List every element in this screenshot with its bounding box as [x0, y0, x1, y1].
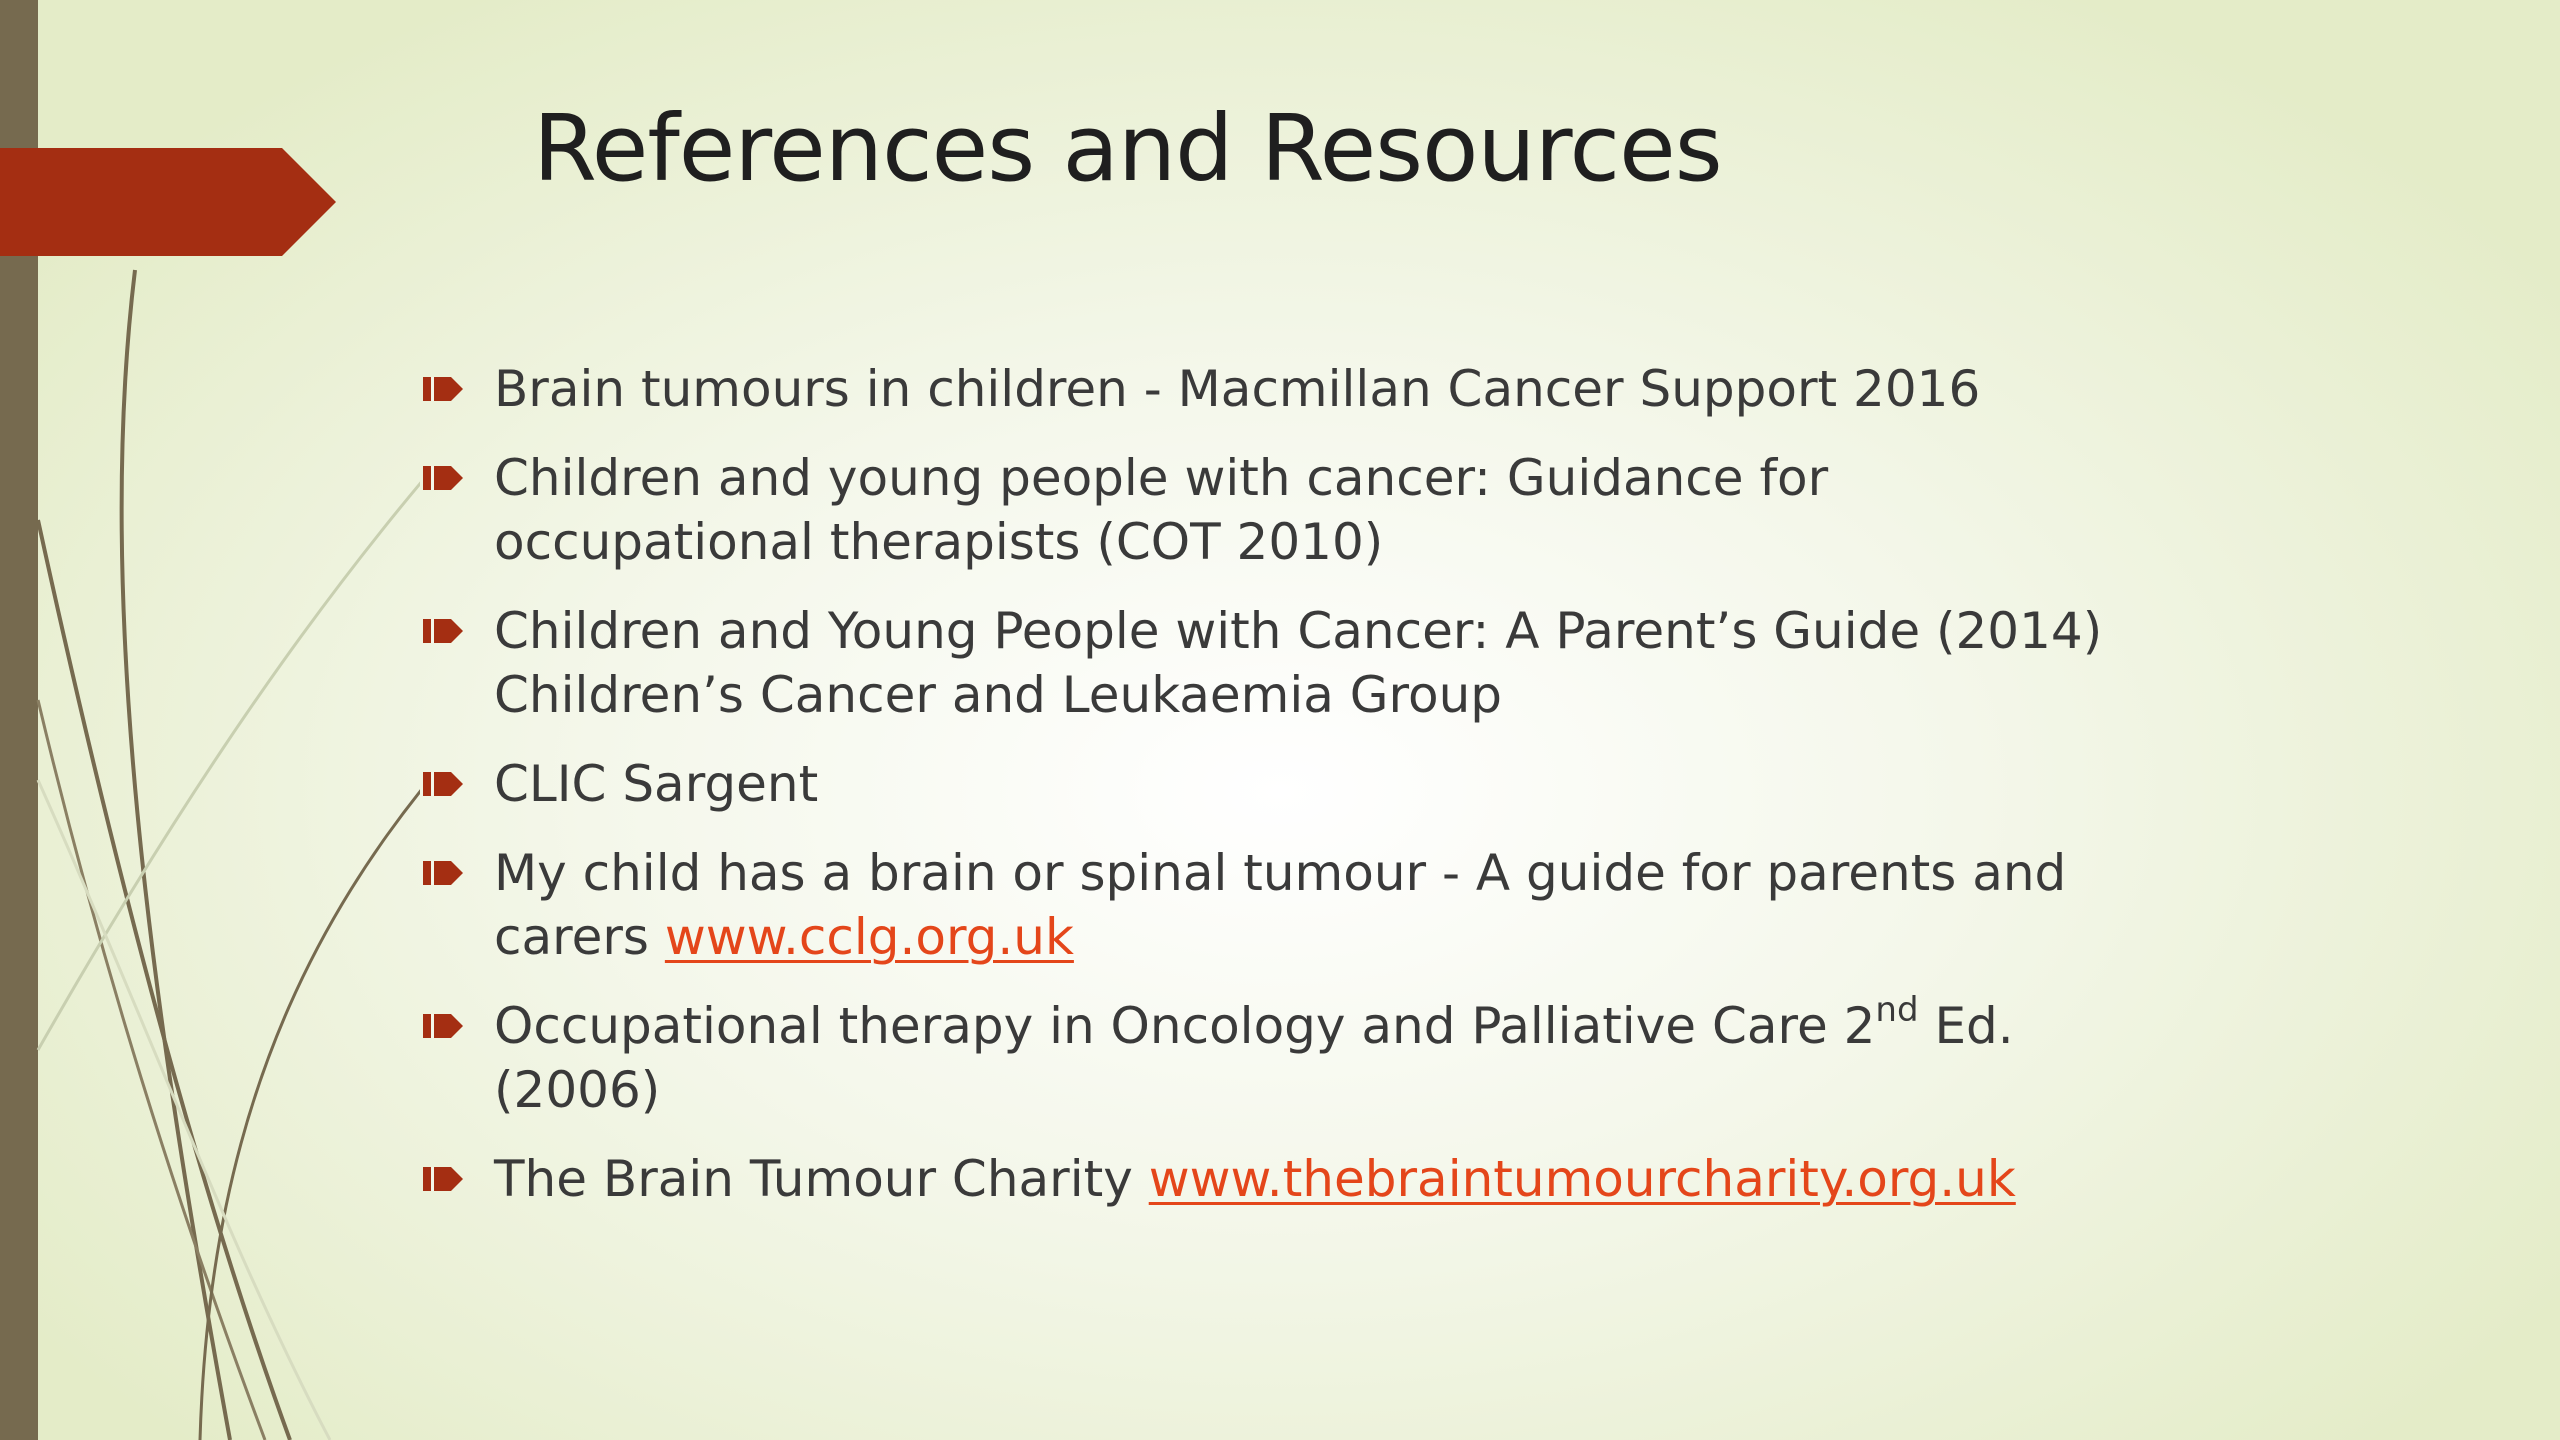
reference-text: The Brain Tumour Charity: [494, 1150, 1149, 1208]
reference-item-clic-sargent: [420, 752, 2120, 816]
brain-tumour-charity-link[interactable]: www.thebraintumourcharity.org.uk: [1148, 1150, 2016, 1208]
arrow-bullet-icon: [423, 377, 463, 401]
reference-text: Occupational therapy in Oncology and Palliative Care 2: [494, 997, 1876, 1055]
reference-item-brain-tumour-charity: [420, 1147, 2120, 1211]
arrow-bullet-icon: [423, 1167, 463, 1191]
reference-item-cclg: [420, 841, 2120, 969]
reference-item-parents-guide: [420, 599, 2120, 727]
reference-text: Children and Young People with Cancer: A Parent’s Guide (2014) Children’s Cancer and Leukaemia Group: [494, 602, 2103, 724]
cclg-link[interactable]: www.cclg.org.uk: [664, 908, 1074, 966]
reference-text: Brain tumours in children - Macmillan Cancer Support 2016: [494, 360, 1981, 418]
arrow-bullet-icon: [423, 1014, 463, 1038]
title-accent-arrow: [0, 148, 336, 256]
reference-item-cot: [420, 446, 2120, 574]
references-list: [420, 357, 2120, 1236]
arrow-bullet-icon: [423, 772, 463, 796]
arrow-bullet-icon: [423, 861, 463, 885]
arrow-bullet-icon: [423, 619, 463, 643]
reference-item-ot-oncology: [420, 990, 2120, 1122]
reference-text: CLIC Sargent: [494, 755, 819, 813]
reference-item-macmillan: [420, 357, 2120, 421]
reference-text: My child has a brain or spinal tumour - A guide for parents and carers: [494, 844, 2067, 966]
reference-text-after: Ed. (2006): [494, 997, 2014, 1119]
slide-title: References and Resources: [533, 95, 1722, 202]
reference-text: Children and young people with cancer: Guidance for occupational therapists (COT 2010): [494, 449, 1829, 571]
arrow-bullet-icon: [423, 466, 463, 490]
edition-superscript: nd: [1875, 990, 1919, 1031]
